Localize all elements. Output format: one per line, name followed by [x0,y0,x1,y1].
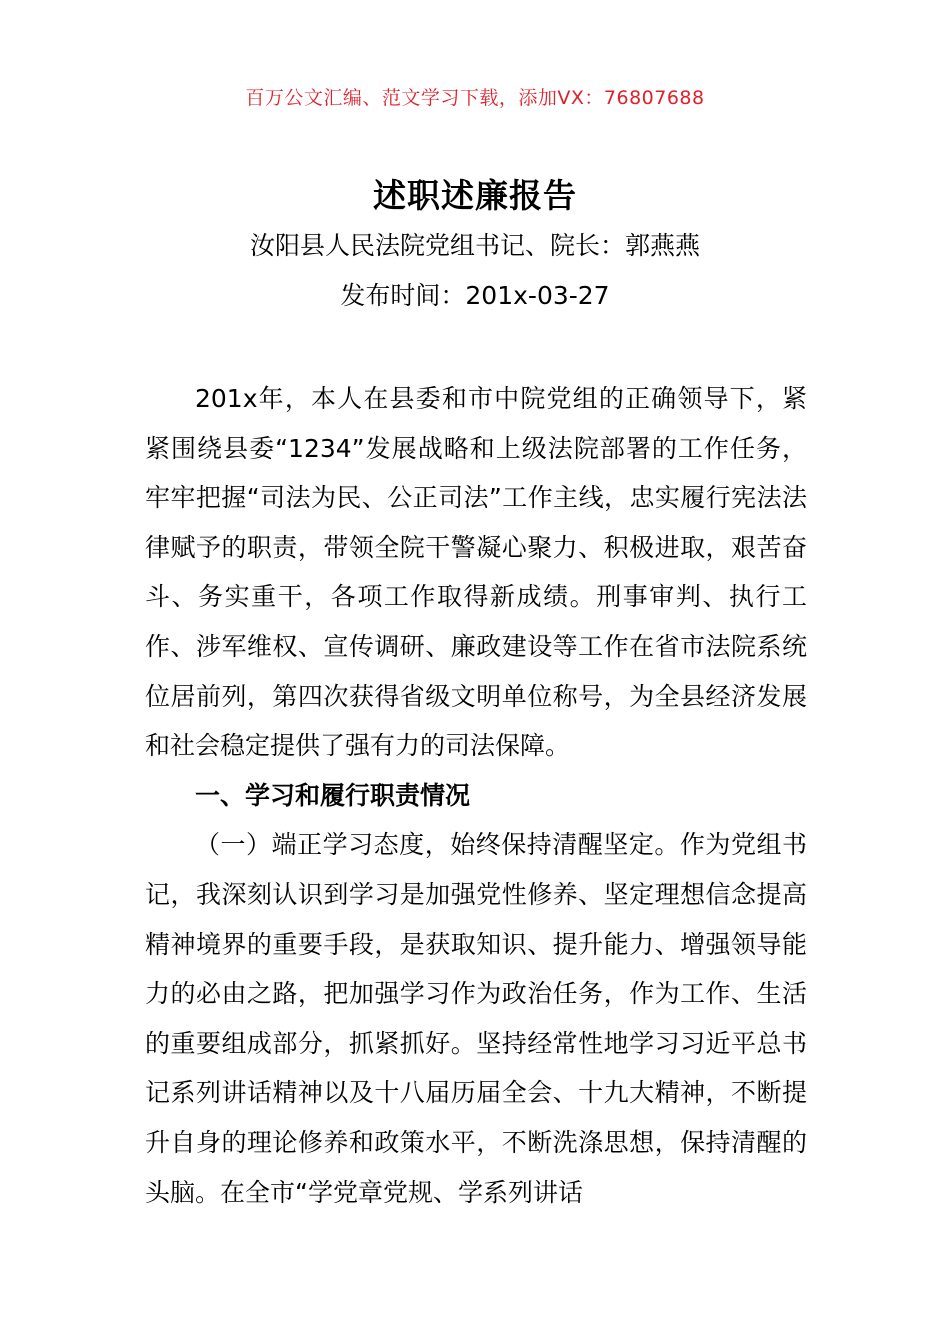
paragraph: 201x年，本人在县委和市中院党组的正确领导下，紧紧围绕县委“1234”发展战略和上级法院部署的工作任务，牢牢把握“司法为民、公正司法”工作主线，忠实履行宪法法律赋予的职责，带领全院干警凝心聚力、积极进取，艰苦奋斗、务实重干，各项工作取得新成绩。刑事审判、执行工作、涉军维权、宣传调研、廉政建设等工作在省市法院系统位居前列，第四次获得省级文明单位称号，为全县经济发展和社会稳定提供了强有力的司法保障。 [145,384,807,761]
section-heading: 一、学习和履行职责情况 [195,780,471,810]
publish-date: 发布时间：201x-03-27 [340,281,610,310]
document-title: 述职述廉报告 [373,176,577,215]
document-body [145,374,807,1217]
header-note: 百万公文汇编、范文学习下载，添加VX：76807688 [245,87,705,109]
paragraph: （一）端正学习态度，始终保持清醒坚定。作为党组书记，我深刻认识到学习是加强党性修养、坚定理想信念提高精神境界的重要手段，是获取知识、提升能力、增强领导能力的必由之路，把加强学习作为政治任务，作为工作、生活的重要组成部分，抓紧抓好。坚持经常性地学习习近平总书记系列讲话精神以及十八届历届全会、十九大精神，不断提升自身的理论修养和政策水平，不断洗涤思想，保持清醒的头脑。在全市“学党章党规、学系列讲话 [145,830,807,1207]
author-line: 汝阳县人民法院党组书记、院长：郭燕燕 [249,231,700,260]
